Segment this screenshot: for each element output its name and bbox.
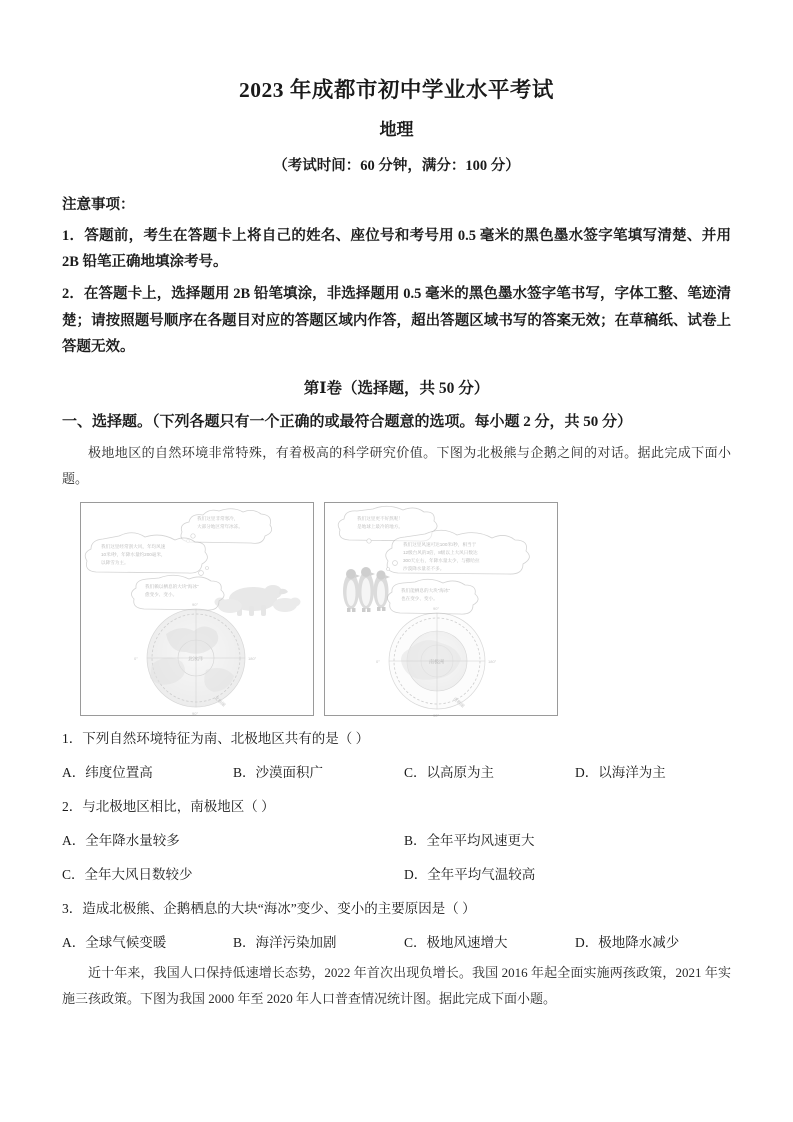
- svg-text:0°: 0°: [376, 659, 380, 665]
- question-1-option-a[interactable]: A．纬度位置高: [62, 765, 153, 781]
- svg-text:180°: 180°: [488, 659, 497, 665]
- question-1-option-c[interactable]: C．以高原为主: [404, 765, 495, 781]
- figure-panel-antarctic: [324, 502, 558, 719]
- question-2-options-row-1: [62, 831, 731, 852]
- question-2-option-d[interactable]: D．全年平均气温较高: [404, 867, 536, 883]
- notice-heading: 注意事项：: [62, 196, 135, 213]
- svg-text:以降雪为主。: 以降雪为主。: [101, 560, 129, 566]
- svg-text:南极圈: 南极圈: [452, 696, 466, 709]
- svg-text:90°: 90°: [192, 711, 199, 717]
- polar-bears-illustration: [215, 585, 301, 616]
- svg-text:0°: 0°: [134, 656, 138, 662]
- svg-text:北极圈: 北极圈: [213, 695, 227, 708]
- svg-text:我们赖以栖息的大块“海冰”: 我们赖以栖息的大块“海冰”: [145, 584, 199, 590]
- question-2-option-a[interactable]: A．全年降水量较多: [62, 833, 180, 849]
- svg-text:10米/秒，年降水量约200毫米，: 10米/秒，年降水量约200毫米，: [101, 552, 166, 558]
- question-3-options: [62, 933, 731, 954]
- question-3-option-c[interactable]: C．极地风速增大: [404, 934, 508, 950]
- svg-text:90°: 90°: [433, 713, 440, 719]
- svg-text:我们这里风速可达100米/秒，相当于: 我们这里风速可达100米/秒，相当于: [403, 542, 477, 548]
- svg-text:是地球上最冷的地方。: 是地球上最冷的地方。: [357, 524, 403, 530]
- svg-text:我们能栖息的大块“海冰”: 我们能栖息的大块“海冰”: [401, 588, 450, 594]
- stem-population: 近十年来，我国人口保持低速增长态势，2022 年首次出现负增长。我国 2016 年起全面实施两孩政策，2021 年实施三孩政策。下图为我国 2000 年至 2020 年人口普查情况统计图。据此完成下面小题。: [62, 964, 731, 1006]
- question-3-option-a[interactable]: A．全球气候变暖: [62, 934, 167, 950]
- question-2-text: 2．与北极地区相比，南极地区（ ）: [62, 799, 275, 815]
- arctic-polar-map: [134, 602, 257, 716]
- penguins-illustration: [343, 567, 390, 612]
- svg-text:我们这里经常刮大风，年均风速: 我们这里经常刮大风，年均风速: [101, 544, 166, 550]
- question-1-options: [62, 763, 731, 784]
- svg-text:我们这里非常寒冷，: 我们这里非常寒冷，: [197, 516, 239, 522]
- svg-text:愈变少、变小。: 愈变少、变小。: [145, 592, 178, 598]
- svg-text:大部分地区常年冰冻。: 大部分地区常年冰冻。: [197, 524, 243, 530]
- question-3-option-d[interactable]: D．极地降水减少: [575, 934, 680, 950]
- figure-panel-arctic: [80, 502, 314, 716]
- speech-bubble-arctic-2: [85, 533, 207, 573]
- svg-text:180°: 180°: [248, 656, 257, 662]
- svg-text:也在变少、变小。: 也在变少、变小。: [401, 596, 438, 602]
- svg-text:沙漠降水量差不多。: 沙漠降水量差不多。: [403, 566, 445, 572]
- svg-text:南极洲: 南极洲: [429, 659, 445, 666]
- exam-meta: （考试时间：60 分钟，满分：100 分）: [273, 157, 520, 174]
- question-3-option-b[interactable]: B．海洋污染加剧: [233, 934, 337, 950]
- part-one-title: 第Ⅰ卷（选择题，共 50 分）: [303, 379, 490, 397]
- question-1-text: 1．下列自然环境特征为南、北极地区共有的是（ ）: [62, 731, 370, 747]
- svg-text:北冰洋: 北冰洋: [188, 656, 204, 663]
- question-2-option-c[interactable]: C．全年大风日数较少: [62, 867, 193, 883]
- section-one-title: 一、选择题。（下列各题只有一个正确的或最符合题意的选项。每小题 2 分，共 50 分）: [62, 414, 633, 431]
- exam-subject: 地理: [379, 120, 414, 140]
- antarctic-polar-map: [376, 606, 497, 718]
- question-3-text: 3．造成北极熊、企鹅栖息的大块“海冰”变少、变小的主要原因是（ ）: [62, 900, 476, 916]
- svg-text:12级台风的3倍，8级以上大风日数达: 12级台风的3倍，8级以上大风日数达: [403, 550, 478, 556]
- question-1-option-b[interactable]: B．沙漠面积广: [233, 765, 324, 781]
- stem-polar: 极地地区的自然环境非常特殊，有着极高的科学研究价值。下图为北极熊与企鹅之间的对话。据此完成下面小题。: [62, 445, 731, 487]
- svg-text:我们这里更不好熬呢！: 我们这里更不好熬呢！: [357, 516, 403, 522]
- svg-text:300天左右，年降水量太少，与撒哈拉: 300天左右，年降水量太少，与撒哈拉: [403, 558, 480, 564]
- polar-figure: [80, 502, 731, 719]
- question-2-options-row-2: [62, 865, 731, 886]
- speech-bubble-antarctic-2: [386, 531, 530, 575]
- page-title: 2023 年成都市初中学业水平考试: [239, 78, 554, 102]
- speech-bubble-arctic-1: [181, 509, 272, 544]
- svg-text:90°: 90°: [433, 606, 440, 612]
- notice-item-1: 1．答题前，考生在答题卡上将自己的姓名、座位号和考号用 0.5 毫米的黑色墨水签字笔填写清楚、并用 2B 铅笔正确地填涂考号。: [62, 227, 731, 271]
- question-1-option-d[interactable]: D．以海洋为主: [575, 765, 666, 781]
- svg-text:90°: 90°: [192, 602, 199, 608]
- notice-item-2: 2．在答题卡上，选择题用 2B 铅笔填涂，非选择题用 0.5 毫米的黑色墨水签字笔书写，字体工整、笔迹清楚；请按照题号顺序在各题目对应的答题区域内作答，超出答题区域书写的答案无效；在草稿纸、试卷上答题无效。: [62, 286, 731, 356]
- question-2-option-b[interactable]: B．全年平均风速更大: [404, 833, 535, 849]
